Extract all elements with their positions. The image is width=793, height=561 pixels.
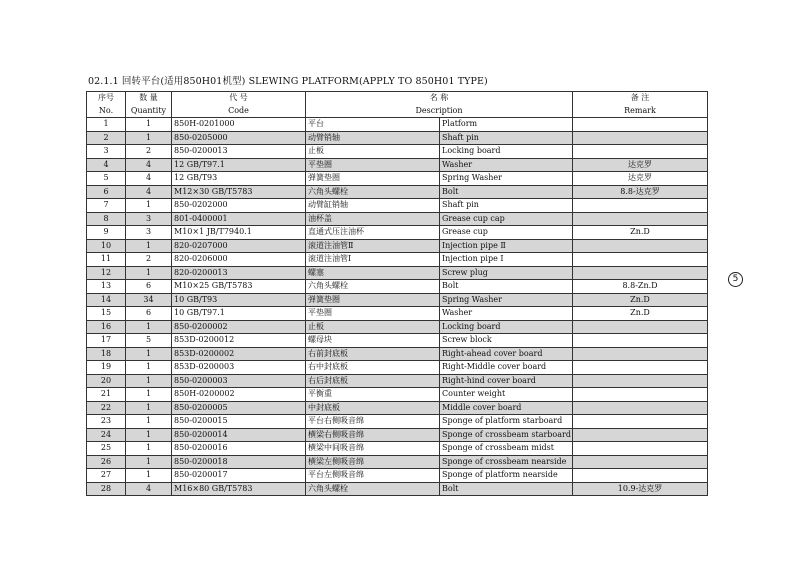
cell-quantity: 4 — [126, 185, 172, 199]
cell-quantity: 3 — [126, 212, 172, 226]
cell-no: 26 — [87, 455, 126, 469]
cell-remark — [573, 401, 708, 415]
table-row — [87, 374, 708, 388]
cell-no: 5 — [87, 172, 126, 186]
cell-code: 801-0400001 — [172, 212, 306, 226]
header-code-cn: 代 号 — [172, 92, 306, 105]
cell-name-en: Sponge of platform starboard — [440, 415, 573, 429]
cell-remark: 8.8-Zn.D — [573, 280, 708, 294]
cell-name-cn: 止板 — [306, 320, 440, 334]
cell-remark — [573, 212, 708, 226]
table-row — [87, 185, 708, 199]
cell-no: 16 — [87, 320, 126, 334]
cell-no: 28 — [87, 482, 126, 496]
cell-remark — [573, 469, 708, 483]
table-row — [87, 158, 708, 172]
cell-quantity: 1 — [126, 374, 172, 388]
cell-code: 820-0207000 — [172, 239, 306, 253]
cell-name-en: Right-Middle cover board — [440, 361, 573, 375]
cell-no: 24 — [87, 428, 126, 442]
cell-name-en: Sponge of crossbeam starboard — [440, 428, 573, 442]
cell-name-cn: 平垫圈 — [306, 158, 440, 172]
cell-no: 19 — [87, 361, 126, 375]
cell-code: 850H-0201000 — [172, 118, 306, 132]
cell-name-cn: 滚道注油管Ⅰ — [306, 253, 440, 267]
cell-code: 850-0200015 — [172, 415, 306, 429]
cell-no: 23 — [87, 415, 126, 429]
cell-remark — [573, 428, 708, 442]
cell-remark — [573, 347, 708, 361]
parts-table-header — [87, 92, 708, 118]
cell-name-cn: 平衡重 — [306, 388, 440, 402]
cell-name-cn: 六角头螺栓 — [306, 185, 440, 199]
cell-no: 25 — [87, 442, 126, 456]
cell-name-en: Sponge of platform nearside — [440, 469, 573, 483]
cell-quantity: 1 — [126, 469, 172, 483]
cell-quantity: 1 — [126, 442, 172, 456]
cell-remark — [573, 415, 708, 429]
cell-remark: Zn.D — [573, 226, 708, 240]
table-row — [87, 239, 708, 253]
cell-no: 22 — [87, 401, 126, 415]
cell-name-en: Screw block — [440, 334, 573, 348]
cell-name-en: Locking board — [440, 320, 573, 334]
cell-name-en: Bolt — [440, 280, 573, 294]
cell-no: 21 — [87, 388, 126, 402]
cell-quantity: 1 — [126, 118, 172, 132]
header-remark-cn: 备 注 — [573, 92, 708, 105]
cell-remark — [573, 118, 708, 132]
cell-code: 853D-0200012 — [172, 334, 306, 348]
cell-name-en: Sponge of crossbeam nearside — [440, 455, 573, 469]
cell-remark — [573, 131, 708, 145]
cell-code: 853D-0200002 — [172, 347, 306, 361]
cell-name-en: Platform — [440, 118, 573, 132]
cell-code: 12 GB/T97.1 — [172, 158, 306, 172]
table-row — [87, 226, 708, 240]
cell-remark: Zn.D — [573, 293, 708, 307]
header-code-en: Code — [172, 105, 306, 118]
header-remark-en: Remark — [573, 105, 708, 118]
cell-name-en: Injection pipe Ⅱ — [440, 239, 573, 253]
section-title: 02.1.1 回转平台(适用850H01机型) SLEWING PLATFORM(APPLY TO 850H01 TYPE) — [88, 76, 488, 87]
cell-name-en: Spring Washer — [440, 293, 573, 307]
cell-name-en: Counter weight — [440, 388, 573, 402]
table-row — [87, 280, 708, 294]
cell-no: 7 — [87, 199, 126, 213]
cell-quantity: 1 — [126, 361, 172, 375]
cell-no: 18 — [87, 347, 126, 361]
cell-name-cn: 横梁右侧吸音绵 — [306, 428, 440, 442]
cell-code: 850-0200003 — [172, 374, 306, 388]
cell-remark — [573, 442, 708, 456]
header-qty-en: Quantity — [126, 105, 172, 118]
header-no-cn: 序号 — [87, 92, 126, 105]
cell-name-cn: 中封底板 — [306, 401, 440, 415]
cell-code: 850-0200002 — [172, 320, 306, 334]
cell-remark — [573, 388, 708, 402]
cell-quantity: 1 — [126, 131, 172, 145]
cell-name-en: Right-ahead cover board — [440, 347, 573, 361]
cell-name-cn: 平垫圈 — [306, 307, 440, 321]
cell-no: 10 — [87, 239, 126, 253]
cell-quantity: 1 — [126, 266, 172, 280]
cell-quantity: 4 — [126, 482, 172, 496]
cell-code: 10 GB/T97.1 — [172, 307, 306, 321]
cell-name-en: Grease cup — [440, 226, 573, 240]
table-row — [87, 253, 708, 267]
cell-code: 850-0202000 — [172, 199, 306, 213]
cell-name-cn: 平台右侧吸音绵 — [306, 415, 440, 429]
table-row — [87, 212, 708, 226]
cell-quantity: 2 — [126, 253, 172, 267]
table-row — [87, 455, 708, 469]
table-row — [87, 118, 708, 132]
cell-name-en: Middle cover board — [440, 401, 573, 415]
cell-name-en: Shaft pin — [440, 199, 573, 213]
cell-remark — [573, 334, 708, 348]
cell-quantity: 6 — [126, 307, 172, 321]
cell-code: 850-0200016 — [172, 442, 306, 456]
cell-name-cn: 右中封底板 — [306, 361, 440, 375]
cell-name-cn: 螺母块 — [306, 334, 440, 348]
cell-name-en: Washer — [440, 307, 573, 321]
cell-code: 820-0200013 — [172, 266, 306, 280]
cell-code: M16×80 GB/T5783 — [172, 482, 306, 496]
cell-name-en: Grease cup cap — [440, 212, 573, 226]
table-row — [87, 442, 708, 456]
cell-remark — [573, 145, 708, 159]
cell-quantity: 1 — [126, 415, 172, 429]
cell-name-cn: 六角头螺栓 — [306, 280, 440, 294]
cell-quantity: 1 — [126, 347, 172, 361]
header-qty-cn: 数 量 — [126, 92, 172, 105]
cell-name-en: Washer — [440, 158, 573, 172]
table-row — [87, 401, 708, 415]
cell-no: 14 — [87, 293, 126, 307]
cell-no: 11 — [87, 253, 126, 267]
cell-remark: 10.9-达克罗 — [573, 482, 708, 496]
table-row — [87, 172, 708, 186]
cell-code: M12×30 GB/T5783 — [172, 185, 306, 199]
cell-name-cn: 弹簧垫圈 — [306, 172, 440, 186]
table-row — [87, 307, 708, 321]
cell-quantity: 5 — [126, 334, 172, 348]
cell-quantity: 6 — [126, 280, 172, 294]
table-row — [87, 145, 708, 159]
cell-no: 20 — [87, 374, 126, 388]
cell-name-en: Bolt — [440, 482, 573, 496]
cell-name-cn: 螺塞 — [306, 266, 440, 280]
cell-remark: 达克罗 — [573, 158, 708, 172]
table-row — [87, 388, 708, 402]
cell-name-cn: 止板 — [306, 145, 440, 159]
cell-code: 850-0200018 — [172, 455, 306, 469]
table-row — [87, 428, 708, 442]
table-row — [87, 334, 708, 348]
cell-name-cn: 右后封底板 — [306, 374, 440, 388]
cell-name-en: Right-hind cover board — [440, 374, 573, 388]
table-row — [87, 131, 708, 145]
cell-no: 27 — [87, 469, 126, 483]
cell-quantity: 1 — [126, 388, 172, 402]
cell-code: 850H-0200002 — [172, 388, 306, 402]
cell-quantity: 1 — [126, 401, 172, 415]
cell-remark — [573, 253, 708, 267]
cell-name-cn: 油杯盖 — [306, 212, 440, 226]
table-row — [87, 415, 708, 429]
cell-name-cn: 滚道注油管Ⅱ — [306, 239, 440, 253]
cell-name-cn: 六角头螺栓 — [306, 482, 440, 496]
cell-quantity: 1 — [126, 455, 172, 469]
cell-name-cn: 横梁中间吸音绵 — [306, 442, 440, 456]
cell-remark — [573, 266, 708, 280]
cell-quantity: 1 — [126, 199, 172, 213]
table-row — [87, 361, 708, 375]
cell-no: 4 — [87, 158, 126, 172]
cell-code: 850-0200013 — [172, 145, 306, 159]
cell-code: 820-0206000 — [172, 253, 306, 267]
cell-code: 850-0200017 — [172, 469, 306, 483]
cell-name-cn: 动臂销轴 — [306, 131, 440, 145]
cell-quantity: 1 — [126, 239, 172, 253]
table-row — [87, 320, 708, 334]
cell-no: 17 — [87, 334, 126, 348]
cell-name-en: Locking board — [440, 145, 573, 159]
cell-remark: 达克罗 — [573, 172, 708, 186]
cell-name-cn: 平台左侧吸音绵 — [306, 469, 440, 483]
cell-name-en: Sponge of crossbeam midst — [440, 442, 573, 456]
parts-table-body — [87, 118, 708, 496]
header-no-en: No. — [87, 105, 126, 118]
cell-quantity: 4 — [126, 158, 172, 172]
cell-no: 12 — [87, 266, 126, 280]
cell-quantity: 1 — [126, 428, 172, 442]
cell-no: 9 — [87, 226, 126, 240]
cell-code: M10×25 GB/T5783 — [172, 280, 306, 294]
header-desc-en: Description — [306, 105, 573, 118]
cell-remark — [573, 374, 708, 388]
table-row — [87, 469, 708, 483]
cell-name-cn: 弹簧垫圈 — [306, 293, 440, 307]
cell-remark — [573, 361, 708, 375]
cell-quantity: 3 — [126, 226, 172, 240]
cell-code: 12 GB/T93 — [172, 172, 306, 186]
cell-no: 1 — [87, 118, 126, 132]
parts-table — [86, 91, 708, 496]
cell-name-cn: 直通式压注油杯 — [306, 226, 440, 240]
cell-name-en: Bolt — [440, 185, 573, 199]
cell-no: 2 — [87, 131, 126, 145]
cell-remark — [573, 320, 708, 334]
cell-code: 850-0205000 — [172, 131, 306, 145]
cell-code: 853D-0200003 — [172, 361, 306, 375]
cell-name-en: Shaft pin — [440, 131, 573, 145]
cell-quantity: 4 — [126, 172, 172, 186]
table-row — [87, 293, 708, 307]
cell-no: 6 — [87, 185, 126, 199]
cell-name-cn: 横梁左侧吸音绵 — [306, 455, 440, 469]
cell-name-en: Screw plug — [440, 266, 573, 280]
cell-no: 8 — [87, 212, 126, 226]
cell-remark: 8.8-达克罗 — [573, 185, 708, 199]
cell-no: 13 — [87, 280, 126, 294]
table-row — [87, 266, 708, 280]
cell-name-cn: 右前封底板 — [306, 347, 440, 361]
cell-code: 10 GB/T93 — [172, 293, 306, 307]
cell-quantity: 2 — [126, 145, 172, 159]
cell-no: 3 — [87, 145, 126, 159]
page-number-circle: 5 — [728, 272, 743, 287]
cell-name-cn: 平台 — [306, 118, 440, 132]
cell-code: 850-0200005 — [172, 401, 306, 415]
cell-code: 850-0200014 — [172, 428, 306, 442]
cell-remark — [573, 199, 708, 213]
cell-name-cn: 动臂缸销轴 — [306, 199, 440, 213]
table-row — [87, 482, 708, 496]
header-desc-cn: 名 称 — [306, 92, 573, 105]
cell-remark — [573, 455, 708, 469]
cell-remark: Zn.D — [573, 307, 708, 321]
cell-code: M10×1 JB/T7940.1 — [172, 226, 306, 240]
cell-remark — [573, 239, 708, 253]
table-row — [87, 347, 708, 361]
cell-no: 15 — [87, 307, 126, 321]
cell-name-en: Injection pipe Ⅰ — [440, 253, 573, 267]
cell-quantity: 34 — [126, 293, 172, 307]
cell-name-en: Spring Washer — [440, 172, 573, 186]
cell-quantity: 1 — [126, 320, 172, 334]
table-row — [87, 199, 708, 213]
